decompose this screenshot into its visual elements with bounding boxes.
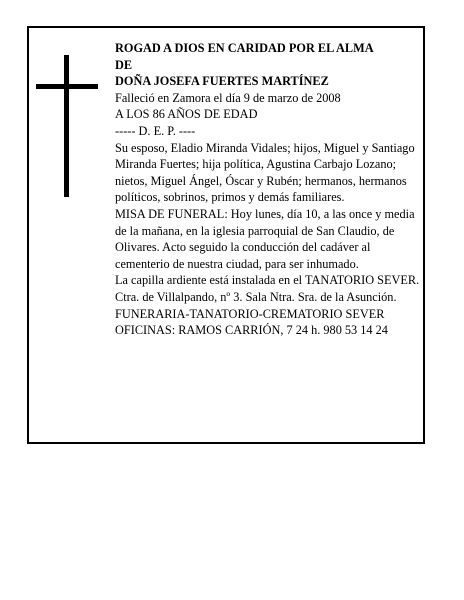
death-info: Falleció en Zamora el día 9 de marzo de 2008 xyxy=(115,90,341,105)
funeral-home-line: FUNERARIA-TANATORIO-CREMATORIO SEVER xyxy=(115,306,385,321)
age-line: A LOS 86 AÑOS DE EDAD xyxy=(115,107,258,122)
obituary-text xyxy=(115,40,421,339)
offices-line: OFICINAS: RAMOS CARRIÓN, 7 24 h. 980 53 14 24 xyxy=(115,323,388,338)
funeral-mass-paragraph: MISA DE FUNERAL: Hoy lunes, día 10, a las once y media de la mañana, en la iglesia parroquial de San Claudio, de Olivares. Acto seguido la conducción del cadáver al cementerio de nuestra ciudad, para ser inhumado. xyxy=(115,206,415,271)
cross-horizontal-bar xyxy=(36,84,98,89)
heading-pray: ROGAD A DIOS EN CARIDAD POR EL ALMA xyxy=(115,41,374,55)
deceased-name: DOÑA JOSEFA FUERTES MARTÍNEZ xyxy=(115,74,329,89)
cross-vertical-bar xyxy=(64,55,69,197)
rip-line: ----- D. E. P. ---- xyxy=(115,123,196,138)
cross-icon xyxy=(36,55,98,197)
family-paragraph: Su esposo, Eladio Miranda Vidales; hijos, Miguel y Santiago Miranda Fuertes; hija política, Agustina Carbajo Lozano; nietos, Miguel Ángel, Óscar y Rubén; hermanos, hermanos políticos, sobrinos, primos y demás familiares. xyxy=(115,140,415,205)
heading-de: DE xyxy=(115,57,133,72)
chapel-paragraph: La capilla ardiente está instalada en el TANATORIO SEVER. Ctra. de Villalpando, nº 3. Sala Ntra. Sra. de la Asunción. xyxy=(115,273,420,304)
